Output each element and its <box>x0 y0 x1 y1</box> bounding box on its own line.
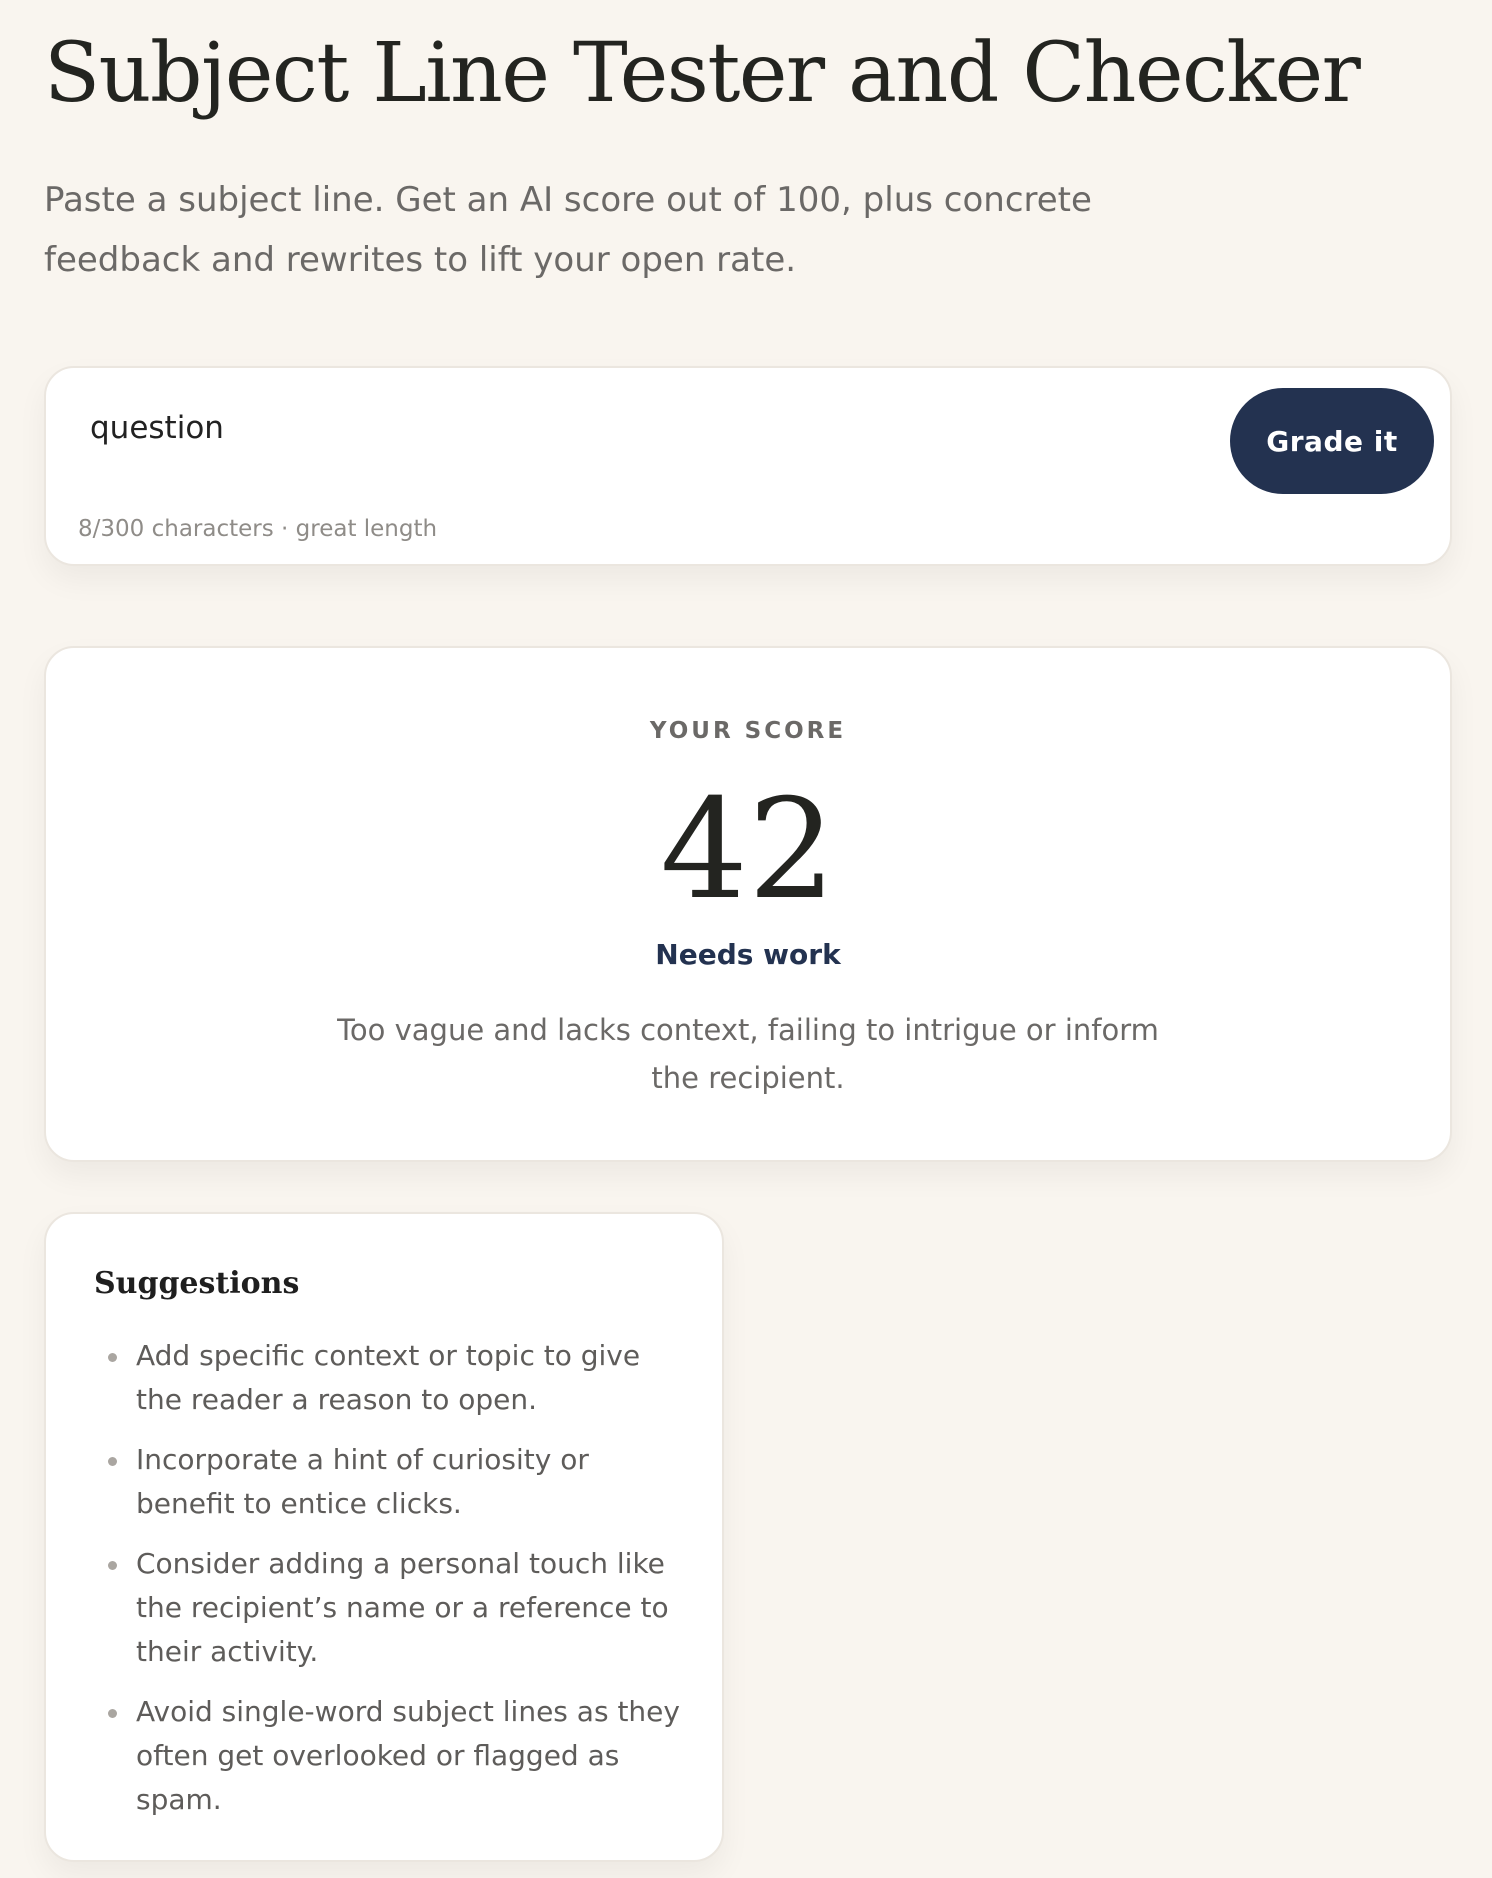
page-title: Subject Line Tester and Checker <box>44 26 1360 121</box>
character-count: 8/300 characters · great length <box>78 516 438 542</box>
page-subtitle: Paste a subject line. Get an AI score out of 100, plus concrete feedback and rewrites to lift your open rate. <box>44 180 1092 280</box>
suggestions-heading: Suggestions <box>94 1266 300 1301</box>
suggestion-item: Avoid single-word subject lines as they often get overlooked or flagged as spam. <box>94 1690 694 1822</box>
score-label: YOUR SCORE <box>649 718 847 744</box>
suggestion-item: Consider adding a personal touch like the recipient’s name or a reference to their activity. <box>94 1542 694 1674</box>
score-rating: Needs work <box>655 938 841 971</box>
suggestion-item: Add specific context or topic to give the reader a reason to open. <box>94 1334 694 1422</box>
subject-input-card <box>44 366 1452 566</box>
subject-line-input[interactable] <box>90 388 1190 468</box>
suggestions-card <box>44 1212 724 1862</box>
suggestion-item: Incorporate a hint of curiosity or benefit to entice clicks. <box>94 1438 694 1526</box>
score-value: 42 <box>660 769 836 930</box>
score-card <box>44 646 1452 1162</box>
grade-it-button[interactable]: Grade it <box>1230 388 1434 494</box>
score-summary: Too vague and lacks context, failing to intrigue or inform the recipient. <box>337 1013 1159 1095</box>
suggestions-list <box>94 1334 694 1838</box>
